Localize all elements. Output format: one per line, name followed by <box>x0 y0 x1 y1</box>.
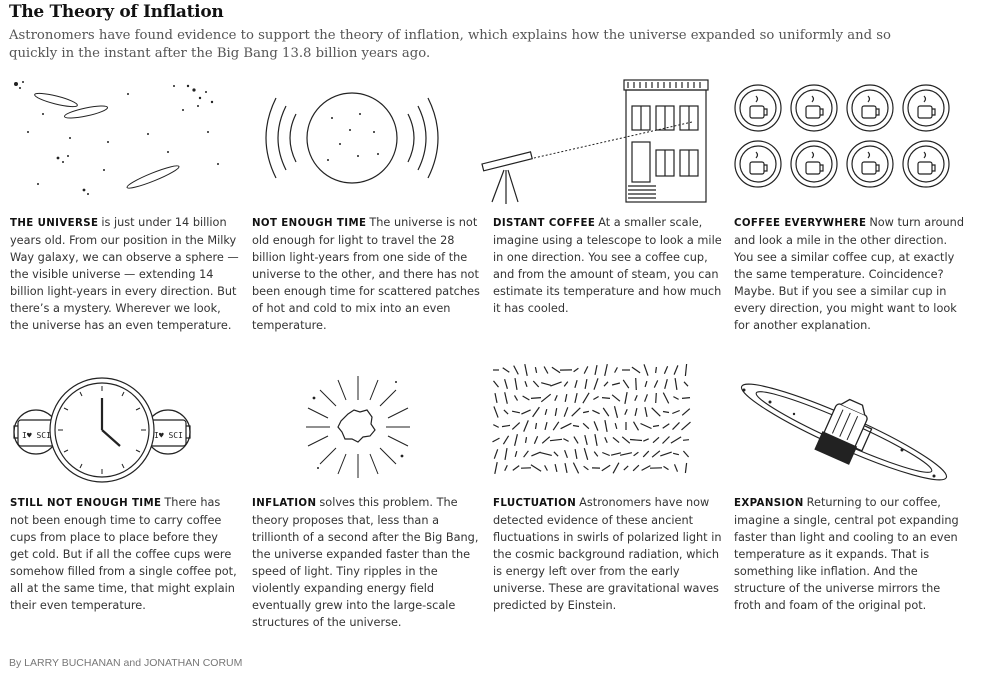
polarization-tick <box>524 451 529 457</box>
polarization-tick <box>633 465 639 471</box>
polarization-tick <box>605 364 608 376</box>
polarization-tick <box>682 398 690 399</box>
polarization-tick <box>512 411 520 413</box>
polarization-tick <box>583 423 589 428</box>
polarization-tick <box>652 451 660 457</box>
telescope-building-icon <box>478 78 714 206</box>
polarization-tick <box>515 434 518 446</box>
polarization-tick <box>531 452 540 456</box>
polarization-tick <box>554 452 558 456</box>
polarization-tick <box>604 382 608 386</box>
polarization-tick <box>505 392 508 404</box>
polarization-tick <box>623 380 629 388</box>
polarization-tick <box>673 453 679 454</box>
panel-body: is just under 14 billion years old. From our position in the Milky Way galaxy, we can observe a sphere — the visible universe — extending 14 billion light-years in every direction. But there’s a mystery. Wherever we look, the universe has an even temperature. <box>10 216 239 332</box>
polarization-tick <box>584 366 588 373</box>
polarization-tick <box>595 434 597 446</box>
panel-body: Now turn around and look a mile in the other direction. You see a similar coffee cup, at exactly the same temperature. Coincidence? Maybe. But if you see a similar cup in every direction, you might want to look for another explanation. <box>734 216 965 332</box>
polarization-tick <box>575 393 577 403</box>
polarization-tick <box>555 408 556 416</box>
polarization-tick <box>624 466 628 470</box>
polarization-tick <box>541 394 550 402</box>
galaxies-icon <box>8 72 236 200</box>
polarization-tick <box>564 382 568 387</box>
polarization-tick <box>572 408 581 416</box>
polarization-tick <box>563 439 568 442</box>
polarization-tick <box>674 365 678 374</box>
panel-heading: EXPANSION <box>734 498 804 509</box>
polarization-tick <box>514 366 519 375</box>
polarization-tick <box>542 437 550 444</box>
polarization-tick <box>630 440 642 441</box>
polarization-tick <box>553 422 559 430</box>
polarization-tick <box>533 407 540 417</box>
polarization-tick <box>594 421 598 430</box>
polarization-tick <box>493 438 500 442</box>
polarization-tick <box>634 422 639 431</box>
polarization-tick <box>524 420 529 431</box>
polarization-tick <box>585 435 587 445</box>
panel-body: solves this problem. The theory proposes that, less than a trillionth of a second after the Big Bang, the universe expanded faster than the speed of light. Tiny ripples in the violently expanding energy field eventually grew into the large-scale structures of the universe. <box>252 496 479 629</box>
polarization-tick <box>575 380 577 388</box>
polarization-tick <box>505 379 508 389</box>
polarization-tick <box>513 466 519 471</box>
polarization-tick <box>682 409 690 416</box>
polarization-tick <box>525 364 527 376</box>
panel-heading: STILL NOT ENOUGH TIME <box>10 498 162 509</box>
polarization-tick <box>643 439 648 441</box>
polarization-tick <box>536 423 537 429</box>
polarization-tick <box>494 449 497 458</box>
polarization-tick <box>540 453 552 456</box>
panel-body: There has not been enough time to carry coffee cups from place to place before they get cold. But if all the coffee cups were somehow filled from a single coffee pot, all at the same time, that might explain their even temperature. <box>10 496 237 612</box>
polarization-tick <box>526 437 527 443</box>
polarization-tick <box>574 368 579 371</box>
polarization-tick <box>573 426 579 427</box>
panel-heading: THE UNIVERSE <box>10 218 99 229</box>
page-title: The Theory of Inflation <box>9 2 224 22</box>
panel-not-enough-time <box>252 214 482 334</box>
polarization-tick <box>683 440 689 441</box>
polarization-tick <box>595 365 597 375</box>
panel-body: At a smaller scale, imagine using a telescope to look a mile in one direction. You see a coffee cup, and from the amount of steam, you can estimate its temperature and how much it has cooled. <box>493 216 722 315</box>
polarization-tick <box>672 411 679 414</box>
polarization-tick <box>641 424 652 429</box>
polarization-tick <box>594 378 598 389</box>
polarization-tick <box>675 464 678 471</box>
polarization-tick <box>673 397 678 400</box>
coffee-pot-orbits-icon <box>734 378 954 486</box>
polarization-tick <box>603 408 609 416</box>
polarization-tick <box>645 381 647 387</box>
polarization-tick <box>615 423 617 429</box>
polarization-tick <box>636 378 637 390</box>
polarization-tick <box>494 406 498 417</box>
panel-inflation <box>252 494 482 631</box>
polarization-tick <box>545 409 547 415</box>
polarization-tick <box>613 437 619 442</box>
panel-expansion <box>734 494 964 614</box>
panel-heading: DISTANT COFFEE <box>493 218 596 229</box>
polarization-tick <box>635 408 637 416</box>
polarization-tick <box>505 448 507 460</box>
polarization-tick <box>643 451 649 457</box>
mug-label-right: I♥ SCI <box>154 431 183 440</box>
polarization-tick <box>584 466 589 470</box>
polarization-tick <box>625 409 627 414</box>
polarization-tick <box>565 394 567 402</box>
polarization-tick <box>602 465 610 470</box>
polarization-tick <box>663 437 670 444</box>
coffee-cups-icon <box>734 82 954 190</box>
polarization-tick <box>605 437 607 442</box>
polarization-tick <box>613 463 619 474</box>
polarization-tick <box>634 452 639 456</box>
polarization-tick <box>573 463 578 474</box>
panel-body: The universe is not old enough for light to travel the 28 billion light-years from one side of the universe to the other, and there has not been enough time for scattered patches of hot and cold to mix into an even temperature. <box>252 216 480 332</box>
polarization-tick <box>602 453 609 456</box>
polarization-tick <box>663 424 670 428</box>
polarization-tick <box>645 407 647 417</box>
polarization-tick <box>663 393 668 404</box>
polarization-tick <box>594 452 598 457</box>
polarization-tick <box>644 364 648 375</box>
polarization-tick <box>544 367 548 374</box>
polarization-tick <box>664 466 669 469</box>
polarization-tick <box>531 398 541 399</box>
panel-still-not-enough-time <box>10 494 240 614</box>
polarization-tick <box>622 437 630 443</box>
polarization-tick <box>565 450 568 458</box>
intro-text: Astronomers have found evidence to support the theory of inflation, which explains how the universe expanded so uniformly and so quickly in the instant after the Big Bang 13.8 billion years ago. <box>9 28 891 61</box>
polarization-tick <box>592 410 599 413</box>
polarization-tick <box>685 463 686 473</box>
polarization-tick <box>583 411 589 412</box>
panel-heading: NOT ENOUGH TIME <box>252 218 367 229</box>
polarization-tick <box>512 423 519 430</box>
polarization-tick <box>615 406 618 418</box>
polarization-tick <box>564 407 568 416</box>
polarization-tick <box>635 395 637 400</box>
polarization-tick <box>545 465 548 470</box>
mug-label-left: I♥ SCI <box>22 431 51 440</box>
polarization-tick <box>593 397 598 400</box>
polarization-tick <box>675 378 677 390</box>
sphere-waves-icon <box>262 86 442 196</box>
polarization-tick <box>682 422 691 430</box>
polarization-field-icon <box>492 362 692 480</box>
polarization-tick <box>625 392 627 404</box>
polarization-tick <box>663 412 669 413</box>
polarization-tick <box>523 396 530 400</box>
polarization-tick <box>533 381 538 387</box>
polarization-tick <box>502 425 510 426</box>
polarization-tick <box>645 394 648 401</box>
polarization-tick <box>642 466 651 471</box>
burst-icon <box>298 372 418 482</box>
polarization-tick <box>561 423 572 428</box>
polarization-tick <box>602 398 610 399</box>
polarization-tick <box>495 393 497 403</box>
panel-heading: FLUCTUATION <box>493 498 577 509</box>
byline: By LARRY BUCHANAN and JONATHAN CORUM <box>9 657 243 669</box>
polarization-tick <box>654 380 657 387</box>
polarization-tick <box>684 382 688 386</box>
polarization-tick <box>494 381 499 387</box>
panel-body: Returning to our coffee, imagine a single, central pot expanding faster than light and cooling to an even temperature as it expands. That is something like inflation. And the structure of the universe mirrors the froth and foam of the original pot. <box>734 496 959 612</box>
polarization-tick <box>545 422 547 430</box>
polarization-tick <box>656 393 657 403</box>
panel-heading: COFFEE EVERYWHERE <box>734 218 867 229</box>
panel-coffee-everywhere <box>734 214 964 334</box>
polarization-tick <box>652 408 661 416</box>
polarization-tick <box>620 453 632 456</box>
polarization-tick <box>575 449 577 459</box>
polarization-tick <box>574 437 578 444</box>
panel-body: Astronomers have now detected evidence of these ancient fluctuations in swirls of polarized light in the cosmic background radiation, which is energy left over from the early universe. These are gravitational waves predicted by Einstein. <box>493 496 722 612</box>
polarization-tick <box>504 410 508 414</box>
polarization-tick <box>515 395 518 400</box>
polarization-tick <box>493 425 498 428</box>
polarization-tick <box>515 451 517 457</box>
polarization-tick <box>531 465 541 471</box>
polarization-tick <box>664 366 667 373</box>
polarization-tick <box>653 426 659 427</box>
polarization-tick <box>632 367 640 373</box>
polarization-tick <box>525 381 527 387</box>
polarization-tick <box>550 439 562 440</box>
polarization-tick <box>535 367 536 373</box>
polarization-tick <box>673 422 680 429</box>
polarization-tick <box>612 395 620 401</box>
polarization-tick <box>615 367 618 372</box>
polarization-tick <box>505 465 508 470</box>
polarization-tick <box>660 452 671 456</box>
polarization-tick <box>541 383 551 386</box>
polarization-tick <box>671 437 681 443</box>
polarization-tick <box>550 382 561 386</box>
polarization-tick <box>521 410 530 414</box>
polarization-tick <box>503 436 508 444</box>
polarization-tick <box>611 453 621 455</box>
polarization-tick <box>665 379 668 389</box>
polarization-tick <box>585 379 587 389</box>
panel-heading: INFLATION <box>252 498 317 509</box>
polarization-tick <box>552 367 560 373</box>
polarization-tick <box>565 463 567 473</box>
polarization-tick <box>653 437 659 442</box>
polarization-tick <box>583 393 589 403</box>
polarization-tick <box>495 462 497 474</box>
polarization-tick <box>584 448 587 460</box>
polarization-tick <box>534 436 537 443</box>
polarization-tick <box>555 395 557 400</box>
polarization-tick <box>555 464 557 472</box>
panel-fluctuation <box>493 494 723 614</box>
polarization-tick <box>656 367 657 373</box>
polarization-tick <box>515 378 517 390</box>
polarization-tick <box>503 368 510 373</box>
polarization-tick <box>612 383 620 385</box>
polarization-tick <box>605 420 607 432</box>
polarization-tick <box>685 364 686 376</box>
polarization-tick <box>683 451 688 457</box>
panel-universe <box>10 214 240 334</box>
clock-mugs-icon <box>14 378 194 488</box>
panel-distant-coffee <box>493 214 723 317</box>
